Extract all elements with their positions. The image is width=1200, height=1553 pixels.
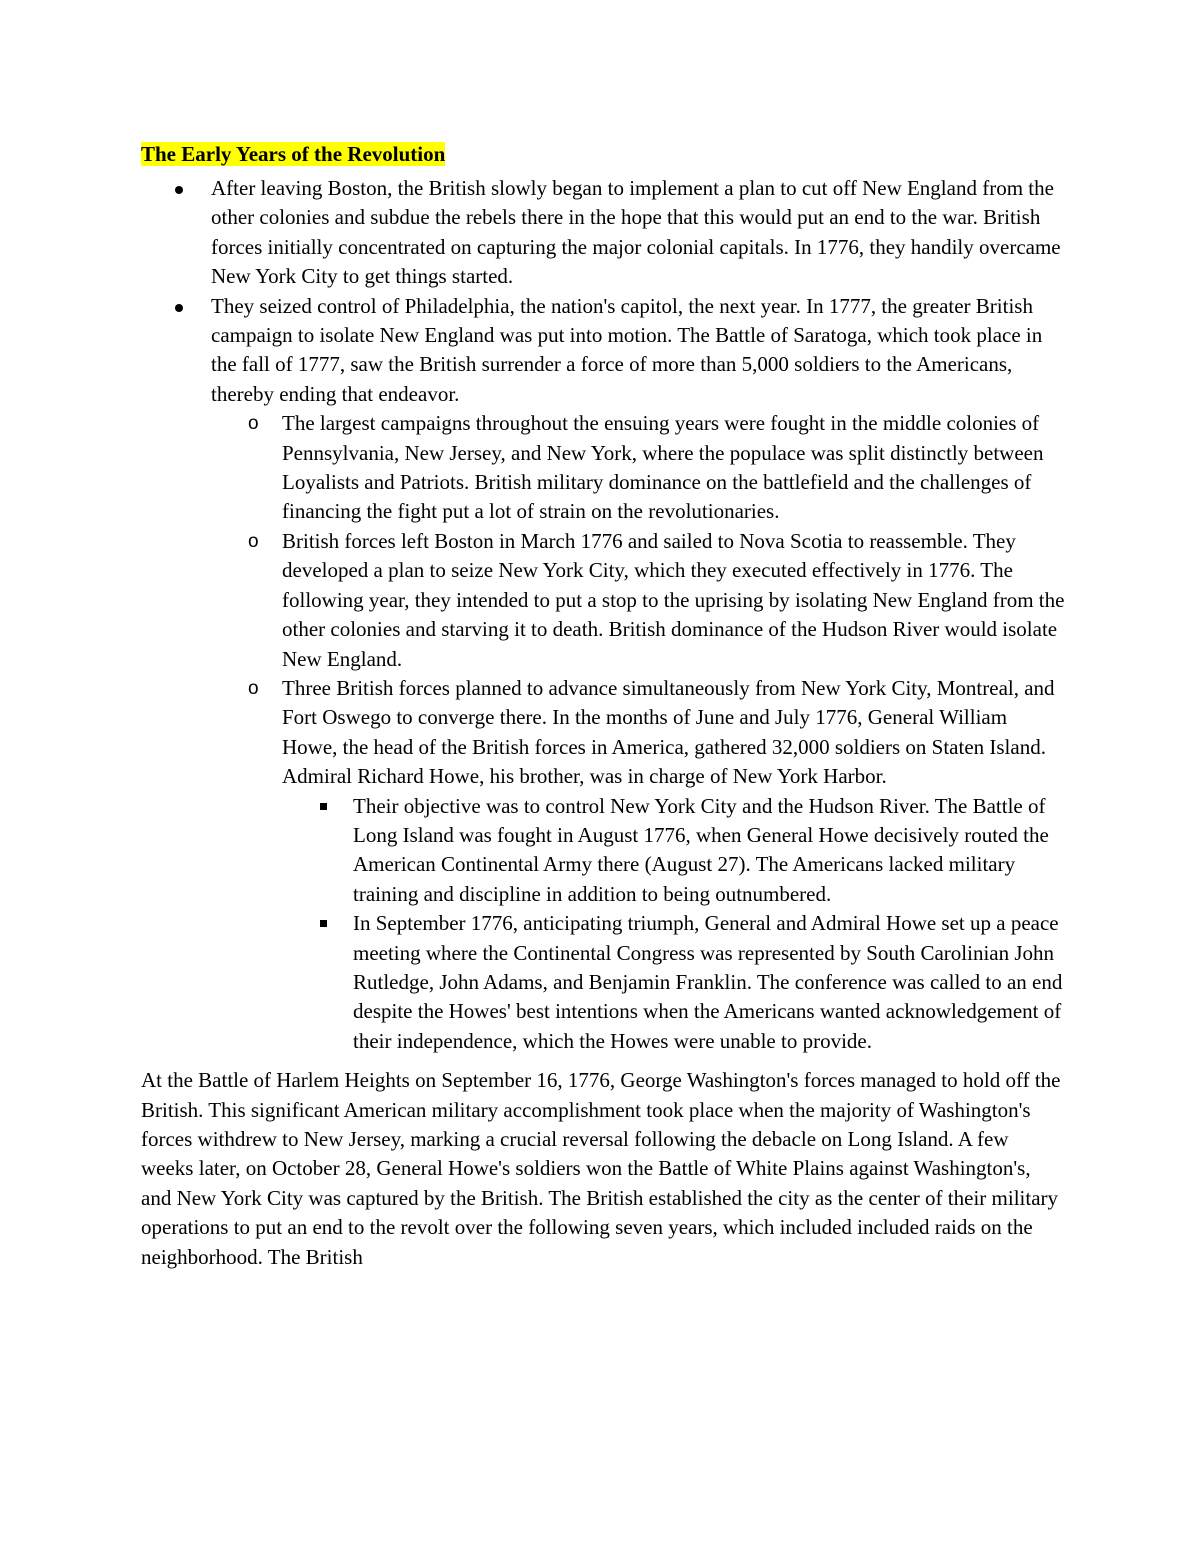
- bullet-disc-icon: [175, 304, 183, 312]
- list-item: [141, 909, 1066, 1056]
- bullet-circle-marker: o: [248, 530, 259, 552]
- list-item-text: British forces left Boston in March 1776 and sailed to Nova Scotia to reassemble. They developed a plan to seize New York City, which they executed effectively in 1776. The following year, they intended to put a stop to the uprising by isolating New England from the other colonies and starving it to death. British dominance of the Hudson River would isolate New England.: [282, 528, 1065, 671]
- bullet-square-icon: [320, 803, 327, 810]
- list-item: [141, 292, 1066, 410]
- list-item-text: Three British forces planned to advance simultaneously from New York City, Montreal, and Fort Oswego to converge there. In the months of June and July 1776, General William Howe, the head of the British forces in America, gathered 32,000 soldiers on Staten Island. Admiral Richard Howe, his brother, was in charge of New York Harbor.: [282, 675, 1055, 789]
- document-content: [141, 140, 1066, 1293]
- bullet-circle-marker: o: [248, 677, 259, 699]
- document-title: [141, 140, 1066, 169]
- list-item: [141, 409, 1066, 527]
- list-item-text: After leaving Boston, the British slowly began to implement a plan to cut off New England from the other colonies and subdue the rebels there in the hope that this would put an end to the war. British forces initially concentrated on capturing the major colonial capitals. In 1776, they handily overcame New York City to get things started.: [211, 176, 1061, 289]
- list-item-text: They seized control of Philadelphia, the nation's capitol, the next year. In 1777, the greater British campaign to isolate New England was put into motion. The Battle of Saratoga, which took place in the fall of 1777, saw the British surrender a force of more than 5,000 soldiers to the Americans, thereby ending that endeavor.: [211, 293, 1043, 406]
- body-paragraph: At the Battle of Harlem Heights on September 16, 1776, George Washington's forces managed to hold off the British. This significant American military accomplishment took place when the majority of Washington's forces withdrew to New Jersey, marking a crucial reversal following the debacle on Long Island. A few weeks later, on October 28, General Howe's soldiers won the Battle of White Plains against Washington's, and New York City was captured by the British. The British established the city as the center of their military operations to put an end to the revolt over the following seven years, which included included raids on the neighborhood. The British: [141, 1068, 1061, 1269]
- list-item: [141, 792, 1066, 910]
- list-item-text: In September 1776, anticipating triumph, General and Admiral Howe set up a peace meeting where the Continental Congress was represented by South Carolinian John Rutledge, John Adams, and Benjamin Franklin. The conference was called to an end despite the Howes' best intentions when the Americans wanted acknowledgement of their independence, which the Howes were unable to provide.: [353, 911, 1063, 1053]
- bullet-square-icon: [320, 920, 327, 927]
- bullet-disc-icon: [175, 186, 183, 194]
- list-item: [141, 527, 1066, 674]
- bullet-circle-marker: o: [248, 413, 259, 435]
- list-item: [141, 674, 1066, 792]
- list-item: [141, 174, 1066, 292]
- list-item-text: The largest campaigns throughout the ensuing years were fought in the middle colonies of Pennsylvania, New Jersey, and New York, where the populace was split distinctly between Loyalists and Patriots. British military dominance on the battlefield and the challenges of financing the fight put a lot of strain on the revolutionaries.: [282, 411, 1044, 524]
- outline-list: [141, 174, 1066, 1056]
- highlighted-title-text: The Early Years of the Revolution: [141, 142, 446, 166]
- list-item-text: Their objective was to control New York City and the Hudson River. The Battle of Long Island was fought in August 1776, when General Howe decisively routed the American Continental Army there (August 27). The Americans lacked military training and discipline in addition to being outnumbered.: [353, 793, 1049, 906]
